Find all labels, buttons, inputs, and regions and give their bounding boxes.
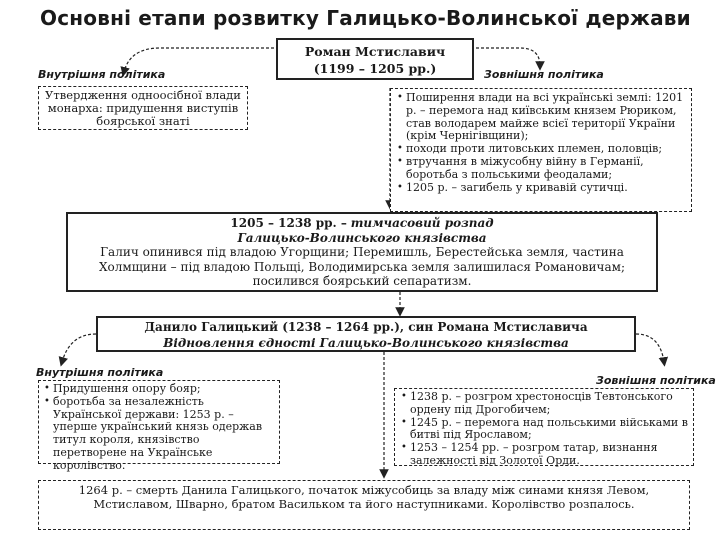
- danylo-external-header: Зовнішня політика: [596, 374, 716, 387]
- danylo-external-item: • 1245 р. – перемога над польськими військами в битві під Ярославом;: [401, 417, 689, 443]
- decay-title: тимчасовий розпад: [350, 216, 494, 230]
- arrow-danylo-external: [636, 334, 664, 362]
- danylo-internal-item: • боротьба за незалежність Української держави: 1253 р. – уперше український князь одержав титул короля, князівство перетворене на Українське королівство.: [44, 396, 275, 473]
- danylo-heading: Данило Галицький (1238 – 1264 рр.), син Романа Мстиславича: [144, 320, 588, 334]
- roman-external-box: [390, 88, 692, 212]
- roman-name: Роман Мстиславич: [304, 44, 446, 59]
- danylo-subtitle: Відновлення єдності Галицько-Волинського князівства: [163, 336, 569, 350]
- roman-internal-box: [38, 86, 248, 130]
- final-box: [38, 480, 690, 530]
- roman-box: [276, 38, 474, 80]
- roman-years: (1199 – 1205 рр.): [313, 61, 437, 76]
- decay-box: [66, 212, 658, 292]
- danylo-internal-item: • Придушення опору бояр;: [44, 383, 275, 396]
- roman-external-item: • 1205 р. – загибель у кривавій сутичці.: [397, 182, 687, 195]
- page-title: Основні етапи розвитку Галицько-Волинської держави: [40, 6, 691, 30]
- decay-subtitle: Галицько-Волинського князівства: [237, 230, 487, 245]
- danylo-external-item: • 1238 р. – розгром хрестоносців Тевтонського ордену під Дрогобичем;: [401, 391, 689, 417]
- decay-text: Галич опинився під владою Угорщини; Перемишль, Берестейська земля, частина Холмщини – під владою Польщі, Володимирська земля залишилася Романовичам; посилився боярський сепаратизм.: [98, 245, 625, 288]
- roman-external-item: • втручання в міжусобну війну в Германії, боротьба з польськими феодалами;: [397, 156, 687, 182]
- final-text: 1264 р. – смерть Данила Галицького, початок міжусобиць за владу між синами князя Левом, Мстиславом, Шварно, братом Васильком та його наступниками. Королівство розпалось.: [78, 483, 650, 511]
- danylo-internal-header: Внутрішня політика: [36, 366, 164, 379]
- roman-external-header: Зовнішня політика: [484, 68, 604, 81]
- roman-internal-text: Утвердження одноосібної влади монарха: придушення виступів боярської знаті: [45, 88, 241, 128]
- danylo-external-box: [394, 388, 694, 466]
- danylo-internal-box: [38, 380, 280, 472]
- decay-years: 1205 – 1238 рр. –: [230, 216, 347, 230]
- danylo-external-item: • 1253 – 1254 рр. – розгром татар, визнання залежності від Золотої Орди.: [401, 442, 689, 468]
- roman-external-item: • походи проти литовських племен, половців;: [397, 143, 687, 156]
- roman-internal-header: Внутрішня політика: [38, 68, 166, 81]
- arrow-roman-external: [476, 48, 540, 66]
- danylo-box: [96, 316, 636, 352]
- roman-external-item: • Поширення влади на всі українські землі: 1201 р. – перемога над київським князем Рюриком, став володарем майже всієї території України (крім Чернігівщини);: [397, 92, 687, 143]
- arrow-danylo-internal: [62, 334, 96, 362]
